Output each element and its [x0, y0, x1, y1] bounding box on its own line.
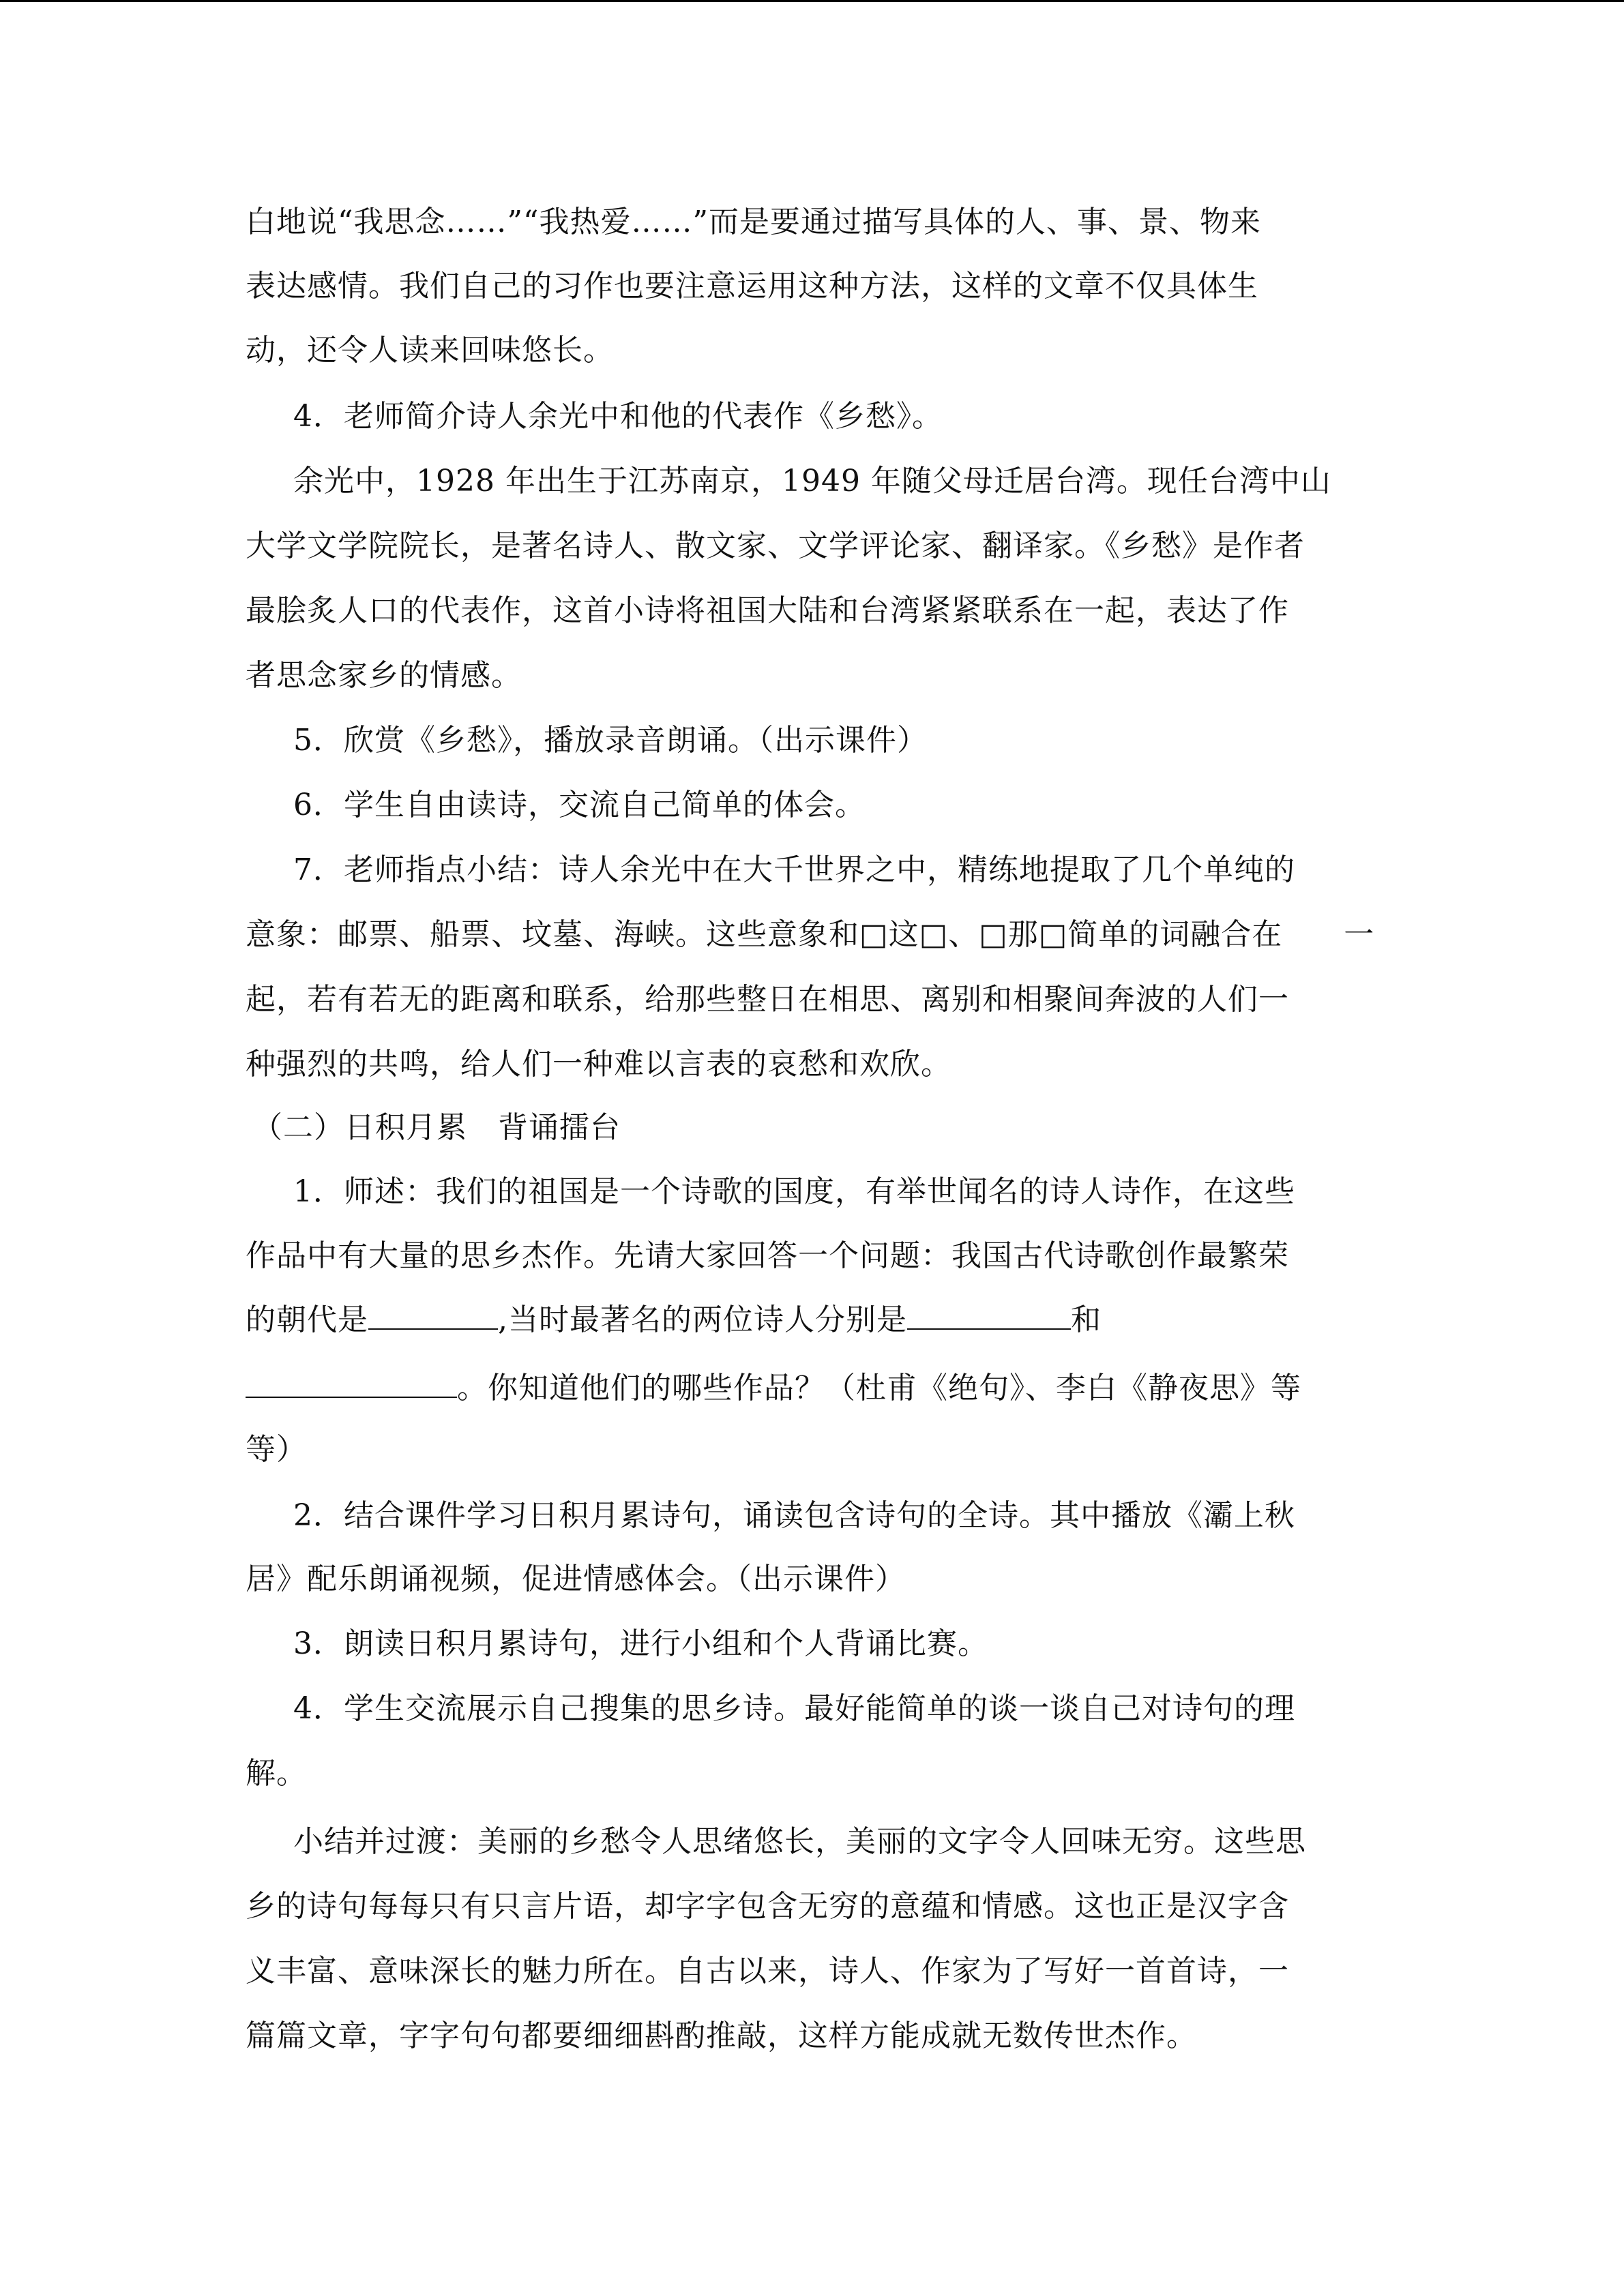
paragraph-line: 最脍炙人口的代表作，这首小诗将祖国大陆和台湾紧紧联系在一起，表达了作	[246, 593, 1289, 628]
paragraph-line: 起，若有若无的距离和联系，给那些整日在相思、离别和相聚间奔波的人们一	[246, 982, 1289, 1017]
item-4-line: 4．老师简介诗人余光中和他的代表作《乡愁》。	[293, 399, 943, 434]
paragraph-line: 等）	[246, 1432, 307, 1467]
paragraph-line: 义丰富、意味深长的魅力所在。自古以来，诗人、作家为了写好一首首诗，一	[246, 1954, 1289, 1988]
answer-blank-dynasty	[368, 1297, 498, 1330]
item-3-line: 3．朗读日积月累诗句，进行小组和个人背诵比赛。	[293, 1626, 988, 1661]
fill-blank-line	[246, 1365, 1301, 1412]
item-7-line: 7．老师指点小结：诗人余光中在大千世界之中，精练地提取了几个单纯的	[293, 852, 1295, 887]
item-5-line: 5．欣赏《乡愁》，播放录音朗诵。（出示课件）	[293, 723, 928, 758]
item-4b-line: 4．学生交流展示自己搜集的思乡诗。最好能简单的谈一谈自己对诗句的理	[293, 1691, 1295, 1726]
item-6-line: 6．学生自由读诗，交流自己简单的体会。	[293, 788, 866, 822]
item-1-line: 1．师述：我们的祖国是一个诗歌的国度，有举世闻名的诗人诗作，在这些	[293, 1174, 1295, 1209]
summary-line: 小结并过渡：美丽的乡愁令人思绪悠长，美丽的文字令人回味无穷。这些思	[293, 1824, 1306, 1859]
paragraph-line: 余光中，1928 年出生于江苏南京，1949 年随父母迁居台湾。现任台湾中山	[293, 464, 1331, 498]
answer-blank-poet-1	[907, 1297, 1071, 1330]
paragraph-line: 大学文学院院长，是著名诗人、散文家、文学评论家、翻译家。《乡愁》是作者	[246, 528, 1305, 563]
paragraph-line: 作品中有大量的思乡杰作。先请大家回答一个问题：我国古代诗歌创作最繁荣	[246, 1238, 1289, 1273]
text-line: 表达感情。我们自己的习作也要注意运用这种方法，这样的文章不仅具体生	[246, 269, 1258, 303]
text-line: 白地说“我思念……”“我热爱……”而是要通过描写具体的人、事、景、物来	[246, 205, 1261, 239]
paragraph-line: 居》配乐朗诵视频，促进情感体会。（出示课件）	[246, 1562, 906, 1596]
blank-question-text: 和	[1071, 1302, 1102, 1337]
blank-question-text: 。你知道他们的哪些作品？（杜甫《绝句》、李白《静夜思》等	[457, 1371, 1301, 1405]
paragraph-line: 解。	[246, 1756, 307, 1791]
text-line: 动，还令人读来回味悠长。	[246, 333, 614, 368]
blank-question-text: ,当时最著名的两位诗人分别是	[498, 1302, 907, 1337]
paragraph-line: 种强烈的共鸣，给人们一种难以言表的哀愁和欢欣。	[246, 1047, 951, 1082]
fill-blank-line	[246, 1296, 1102, 1344]
paragraph-line: 乡的诗句每每只有只言片语，却字字包含无穷的意蕴和情感。这也正是汉字含	[246, 1889, 1289, 1924]
answer-blank-poet-2	[246, 1365, 457, 1398]
blank-question-text: 的朝代是	[246, 1302, 368, 1337]
item-2-line: 2．结合课件学习日积月累诗句，诵读包含诗句的全诗。其中播放《灞上秋	[293, 1498, 1295, 1533]
paragraph-line: 篇篇文章，字字句句都要细细斟酌推敲，这样方能成就无数传世杰作。	[246, 2018, 1197, 2053]
paragraph-line: 意象：邮票、船票、坟墓、海峡。这些意象和□这□、□那□简单的词融合在 一	[246, 917, 1375, 952]
section-heading: （二）日积月累 背诵擂台	[252, 1110, 621, 1145]
paragraph-line: 者思念家乡的情感。	[246, 658, 522, 693]
